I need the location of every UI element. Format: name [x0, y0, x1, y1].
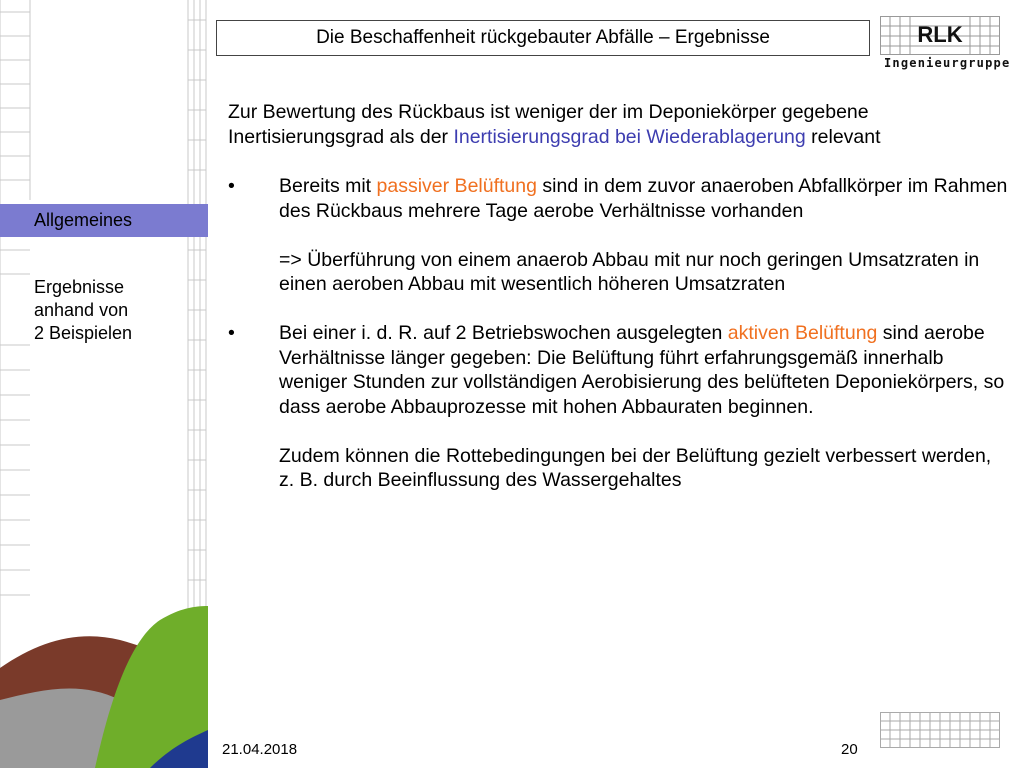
slide-content [228, 100, 1008, 493]
bullet-text: Bereits mit passiver Belüftung sind in dem zuvor anaeroben Abfallkörper im Rahmen des Rückbaus mehrere Tage aerobe Verhältnisse vorhanden [279, 175, 1008, 222]
bullet-highlight: aktiven Belüftung [727, 322, 878, 344]
page-number: 20 [841, 741, 858, 758]
sidebar-grid-decoration [0, 0, 208, 768]
slide-title [216, 20, 870, 56]
sidebar-item-label-line: 2 Beispielen [34, 323, 133, 343]
bullet-marker: • [228, 175, 235, 197]
bullet-highlight: passiver Belüftung [376, 175, 537, 197]
sidebar-item-label: Allgemeines [34, 210, 133, 230]
sidebar-item-ergebnisse[interactable] [34, 276, 132, 345]
intro-text-end: relevant [805, 125, 881, 148]
sidebar [0, 0, 208, 768]
sidebar-item-label-line: anhand von [34, 300, 129, 320]
intro-paragraph [228, 100, 1008, 149]
bullet-followup: Zudem können die Rottebedingungen bei der Belüftung gezielt verbessert werden, z. B. durch Beeinflussung des Wassergehaltes [279, 444, 992, 491]
bullet-active [228, 321, 1008, 493]
logo-subtitle: Ingenieurgruppe [884, 56, 1011, 70]
bullet-text: Bei einer i. d. R. auf 2 Betriebswochen ausgelegten aktiven Belüftung sind aerobe Verhältnisse länger gegeben: Die Belüftung führt erfahrungsgemäß innerhalb weniger Stunden zur vollständigen Aerobisierung des belüfteten Deponiekörpers, so dass aerobe Abbauprozesse mit hohen Abbauraten beginnen. [279, 322, 1005, 418]
bullet-followup: => Überführung von einem anaerob Abbau mit nur noch geringen Umsatzraten in einen aeroben Abbau mit wesentlich höheren Umsatzraten [279, 248, 980, 295]
sidebar-item-label-line: Ergebnisse [34, 277, 125, 297]
bullet-passive [228, 174, 1008, 297]
sidebar-item-allgemeines[interactable] [34, 209, 132, 232]
logo-mark: RLK [917, 22, 963, 47]
slide-title-text: Die Beschaffenheit rückgebauter Abfälle – Ergebnisse [316, 27, 770, 48]
intro-highlight: Inertisierungsgrad bei Wiederablagerung [453, 125, 806, 148]
bullet-marker: • [228, 322, 235, 344]
footer-grid-decoration [880, 712, 1000, 748]
intro-text: Zur Bewertung des Rückbaus ist weniger der im Deponiekörper gegebene Inertisierungsgrad als der [228, 101, 869, 148]
footer-date: 21.04.2018 [222, 741, 298, 758]
